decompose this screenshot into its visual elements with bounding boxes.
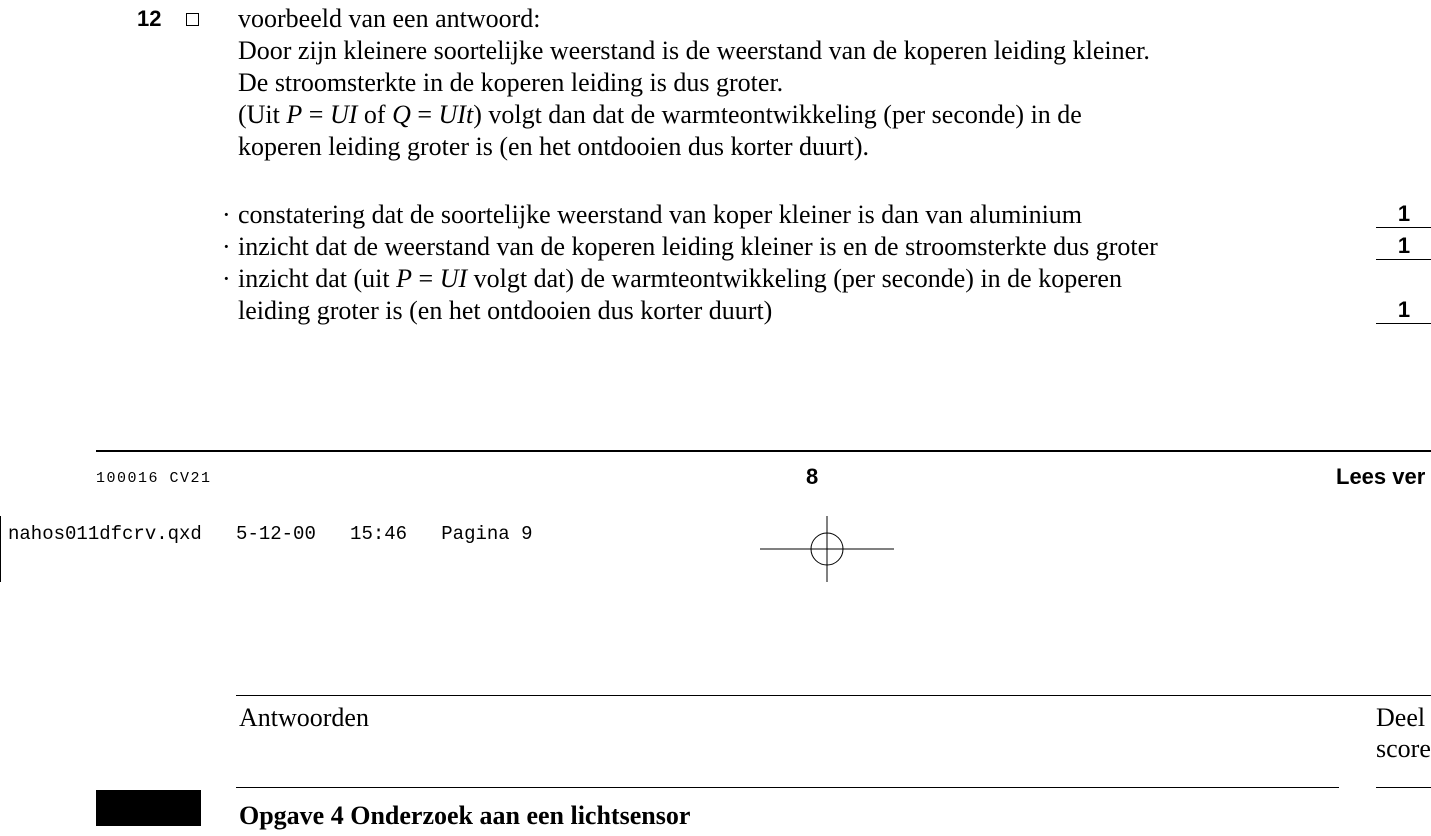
checkbox-empty-icon	[186, 13, 199, 26]
document-code: 100016 CV21	[96, 470, 212, 487]
bullet-icon: ·	[222, 264, 231, 293]
question-number: 12	[137, 6, 162, 31]
criterion-item: · inzicht dat de weerstand van de koperen leiding kleiner is en de stroomsterkte dus groter	[222, 232, 1158, 261]
criterion-item-continued: leiding groter is (en het ontdooien dus korter duurt)	[238, 296, 773, 325]
answer-text	[238, 3, 1150, 163]
registration-mark-icon	[760, 516, 894, 584]
score-column-rule	[1376, 787, 1431, 788]
deelscore-header: Deel score	[1376, 703, 1431, 763]
criteria-list	[222, 199, 1158, 327]
header-rule	[236, 695, 1431, 696]
bullet-icon: ·	[222, 200, 231, 229]
score-value: 1	[1376, 201, 1431, 228]
bullet-icon: ·	[222, 232, 231, 261]
score-value: 1	[1376, 233, 1431, 260]
answer-line: Door zijn kleinere soortelijke weerstand is de weerstand van de koperen leiding kleiner.	[238, 36, 1150, 65]
footer-rule	[96, 450, 1431, 452]
column-header: Antwoorden	[239, 703, 369, 732]
continue-label: Lees ver	[1336, 464, 1426, 489]
answer-line: De stroomsterkte in de koperen leiding is dus groter.	[238, 68, 784, 97]
answer-line: voorbeeld van een antwoord:	[238, 4, 541, 33]
criterion-item: · inzicht dat (uit P = UI volgt dat) de warmteontwikkeling (per seconde) in de koperen	[222, 264, 1122, 293]
section-rule	[236, 787, 1339, 788]
section-title: Opgave 4 Onderzoek aan een lichtsensor	[239, 801, 691, 830]
page-number: 8	[806, 464, 819, 489]
score-value: 1	[1376, 297, 1431, 324]
answer-line: koperen leiding groter is (en het ontdooien dus korter duurt).	[238, 132, 870, 161]
criterion-item: · constatering dat de soortelijke weerstand van koper kleiner is dan van aluminium	[222, 200, 1083, 229]
crop-line	[0, 516, 1, 582]
redaction-block	[96, 790, 201, 826]
answer-line: (Uit P = UI of Q = UIt) volgt dan dat de warmteontwikkeling (per seconde) in de	[238, 100, 1082, 129]
print-slug: nahos011dfcrv.qxd 5-12-00 15:46 Pagina 9	[8, 523, 533, 545]
